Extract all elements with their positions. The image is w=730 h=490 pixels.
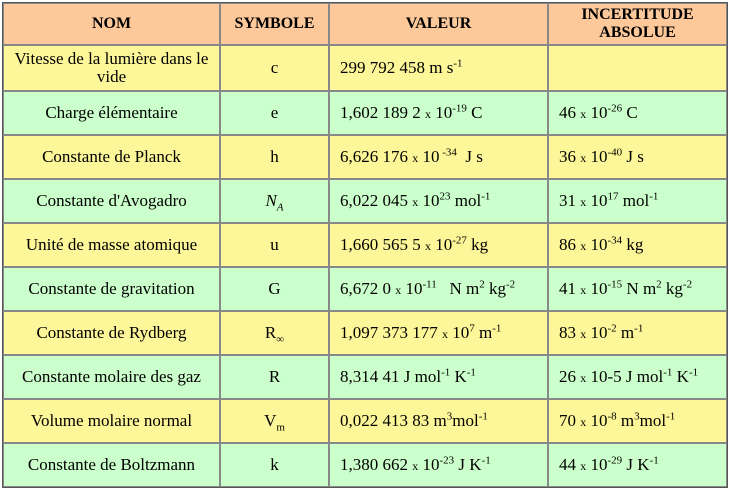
constant-symbol: c (220, 45, 329, 91)
header-uncertainty (548, 3, 727, 45)
constant-uncertainty: 26 x 10-5 J mol$^{-1}$ $K^{-1}$ (548, 355, 727, 399)
constant-uncertainty: 36 x $10^{-40}$ J s (548, 135, 727, 179)
table-row (3, 311, 727, 355)
constant-name: Volume molaire normal (3, 399, 220, 443)
constant-name: Constante de Rydberg (3, 311, 220, 355)
constant-symbol: e (220, 91, 329, 135)
constant-uncertainty (548, 45, 727, 91)
constant-name: Constante de gravitation (3, 267, 220, 311)
header-symbol: SYMBOLE (220, 3, 329, 45)
constant-value: 1,602 189 2 x $10^{-19}$ C (329, 91, 548, 135)
constant-symbol: h (220, 135, 329, 179)
table-row (3, 223, 727, 267)
constant-uncertainty: 41 x $10^{-15}$ N $m^2$ $kg^{-2}$ (548, 267, 727, 311)
table-row (3, 443, 727, 487)
header-row (3, 3, 727, 45)
table-row (3, 179, 727, 223)
constant-uncertainty: 70 x $10^{-8}$ $m^3mol^{-1}$ (548, 399, 727, 443)
constant-symbol: u (220, 223, 329, 267)
constant-value: 0,022 413 83 $m^3mol^{-1}$ (329, 399, 548, 443)
table-row (3, 45, 727, 91)
constant-value: 1,097 373 177 x $10^7$ $m^{-1}$ (329, 311, 548, 355)
constant-symbol: $N_A$ (220, 179, 329, 223)
constant-uncertainty: 31 x $10^{17}$ mol$^{-1}$ (548, 179, 727, 223)
constant-name: Constante d'Avogadro (3, 179, 220, 223)
constant-uncertainty: 83 x $10^{-2}$ $m^{-1}$ (548, 311, 727, 355)
constant-value: 6,672 0 x $10^{-11}$ N $m^2$ $kg^{-2}$ (329, 267, 548, 311)
header-value: VALEUR (329, 3, 548, 45)
constant-symbol: G (220, 267, 329, 311)
constant-name: Constante molaire des gaz (3, 355, 220, 399)
constant-value: 299 792 458 m $s^{-1}$ (329, 45, 548, 91)
constant-symbol: R (220, 355, 329, 399)
constant-name: Charge élémentaire (3, 91, 220, 135)
constant-uncertainty: 86 x $10^{-34}$ kg (548, 223, 727, 267)
table-row (3, 355, 727, 399)
constant-symbol: k (220, 443, 329, 487)
table-row (3, 91, 727, 135)
constant-symbol: $V_m$ (220, 399, 329, 443)
table-row (3, 267, 727, 311)
constant-value: 8,314 41 J mol$^{-1}$ $K^{-1}$ (329, 355, 548, 399)
constant-value: 6,626 176 x 10 $^{-34}$ J s (329, 135, 548, 179)
header-uncertainty-line2: ABSOLUE (599, 24, 676, 41)
table-row (3, 135, 727, 179)
constant-name: Unité de masse atomique (3, 223, 220, 267)
constant-name: Constante de Boltzmann (3, 443, 220, 487)
constant-name: Vitesse de la lumière dans le vide (3, 45, 220, 91)
constant-value: 1,660 565 5 x $10^{-27}$ kg (329, 223, 548, 267)
constant-uncertainty: 44 x $10^{-29}$ J $K^{-1}$ (548, 443, 727, 487)
header-uncertainty-line1: INCERTITUDE (581, 6, 694, 23)
constant-symbol: $R_\infty$ (220, 311, 329, 355)
constant-value: 6,022 045 x $10^{23}$ mol$^{-1}$ (329, 179, 548, 223)
constant-value: 1,380 662 x $10^{-23}$ J $K^{-1}$ (329, 443, 548, 487)
constant-uncertainty: 46 x $10^{-26}$ C (548, 91, 727, 135)
constant-name: Constante de Planck (3, 135, 220, 179)
header-name: NOM (3, 3, 220, 45)
table-row (3, 399, 727, 443)
constants-table (2, 2, 728, 488)
